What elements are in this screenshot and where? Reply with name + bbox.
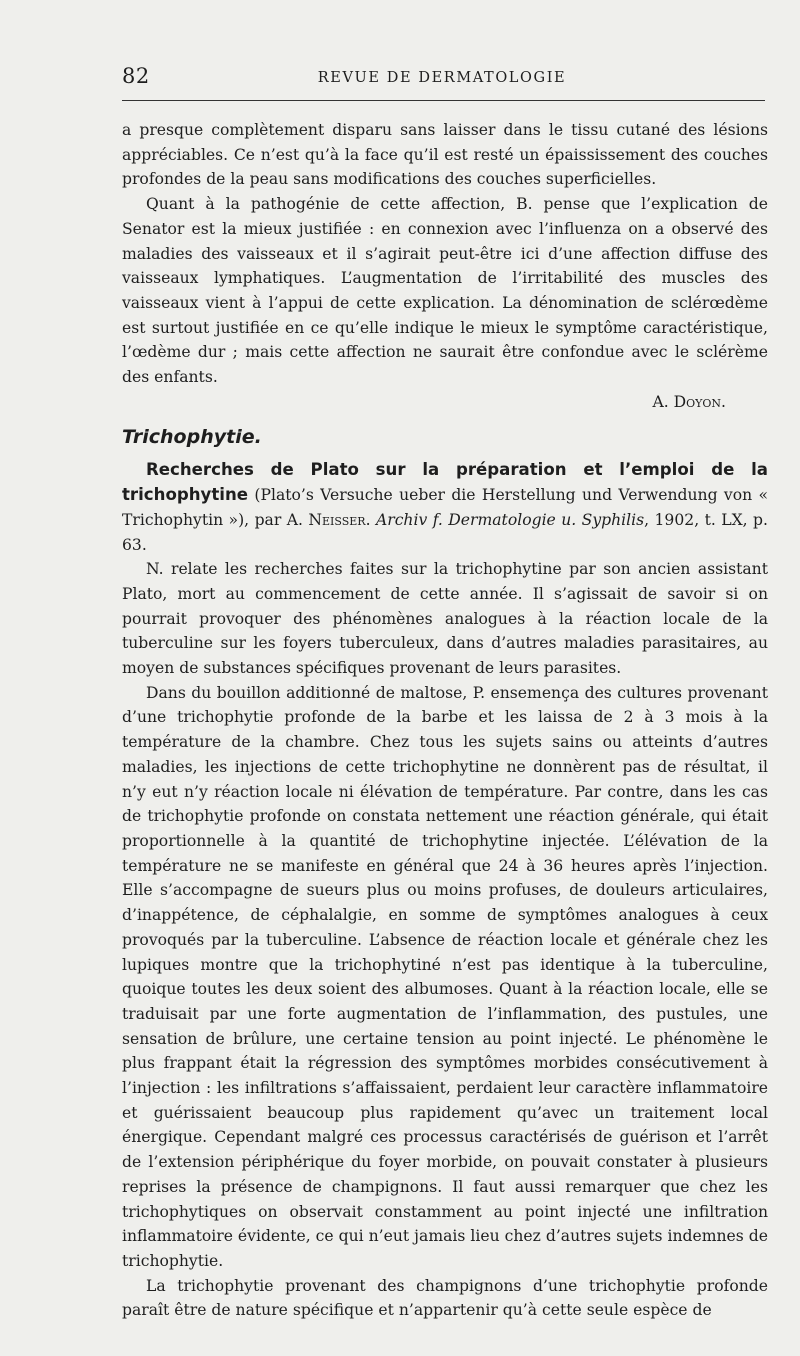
section-title: Trichophytie. <box>122 426 262 449</box>
article-citation: (Plato’s Versuche ueber die Herstellung und Verwendung von « Trichophytin »), par A. <box>122 486 768 529</box>
journal-name: Archiv f. Dermatologie u. Syphilis <box>375 510 645 529</box>
citation-suffix: , 1902, t. LX, p. 63. <box>122 510 768 554</box>
running-title: REVUE DE DERMATOLOGIE <box>317 70 567 86</box>
article-paragraph: Dans du bouillon additionné de maltose, P. ensemença des cultures provenant d’une trichophytie profonde de la barbe et les laissa de 2 à 3 mois à la température de la chambre. Chez tous les sujets sains ou atteints d’autres maladies, les injections de cette trichophytine ne donnèrent pas de résultat, il n’y eut n’y réaction locale ni élévation de température. Par contre, dans les cas de trichophytie profonde on constata nettement une réaction générale, qui était proportionnelle à la quantité de trichophytine injectée. L’élévation de la température ne se manifeste en général que 24 à 36 heures après l’injection. Elle s’accompagne de sueurs plus ou moins profuses, de douleurs articulaires, d’inappétence, de céphalalgie, en somme de symptômes analogues à ceux provoqués par la tuberculine. L’absence de réaction locale et générale chez les lupiques montre que la trichophytiné n’est pas identique à la tuberculine, quoique toutes les deux soient des albumoses. Quant à la réaction locale, elle se traduisait par une forte augmentation de l’inflammation, des pustules, une sensation de brûlure, une certaine tension au point injecté. Le phénomène le plus frappant était la régression des symptômes morbides consécutivement à l’injection : les infiltrations s’affaissaient, perdaient leur caractère inflammatoire et guérissaient beaucoup plus rapidement qu’avec un traitement local énergique. Cependant malgré ces processus caractérisés de guérison et l’arrêt de l’extension périphérique du foyer morbide, on pouvait constater à plusieurs reprises la présence de champignons. Il faut aussi remarquer que chez les trichophytiques on observait constamment au point injecté une infiltration inflammatoire évidente, ce qui n’eut jamais lieu chez d’autres sujets indemnes de trichophytie. <box>122 683 768 1270</box>
author-signature: A. Doyon. <box>652 392 726 411</box>
article-paragraph: La trichophytie provenant des champignons d’une trichophytie profonde paraît être de nature spécifique et n’appartenir qu’à cette seule espèce de <box>122 1276 768 1320</box>
signature-line <box>122 390 768 415</box>
previous-article-paragraph: Quant à la pathogénie de cette affection, B. pense que l’explication de Senator est la mieux justifiée : en connexion avec l’influenza on a observé des maladies des vaisseaux et il s’agirait peut-être ici d’une affection diffuse des vaisseaux lymphatiques. L’augmentation de l’irritabilité des muscles des vaisseaux vient à l’appui de cette explication. La dénomination de sclérœdème est surtout justifiée en ce qu’elle indique le mieux le symptôme caractéristique, l’œdème dur ; mais cette affection ne saurait être confondue avec le sclérème des enfants. <box>122 195 768 387</box>
header-rule <box>122 100 765 101</box>
article-paragraph: N. relate les recherches faites sur la trichophytine par son ancien assistant Plato, mort au commencement de cette année. Il s’agissait de savoir si on pourrait provoquer des phénomènes analogues à la réaction locale de la tuberculine sur les foyers tuberculeux, dans d’autres maladies parasitaires, au moyen de substances spécifiques provenant de leurs parasites. <box>122 560 768 678</box>
previous-article-paragraph: a presque complètement disparu sans laisser dans le tissu cutané des lésions appréciables. Ce n’est qu’à la face qu’il est resté un épaississement des couches profondes de la peau sans modifications des couches superficielles. <box>122 121 768 189</box>
page-number: 82 <box>122 64 150 88</box>
article-heading <box>122 458 768 557</box>
page-header <box>122 64 762 94</box>
page-body <box>122 118 768 1323</box>
article-author: Neisser. <box>308 510 371 529</box>
article-title: Recherches de Plato sur la préparation et l’emploi de la trichophytine <box>122 460 768 505</box>
